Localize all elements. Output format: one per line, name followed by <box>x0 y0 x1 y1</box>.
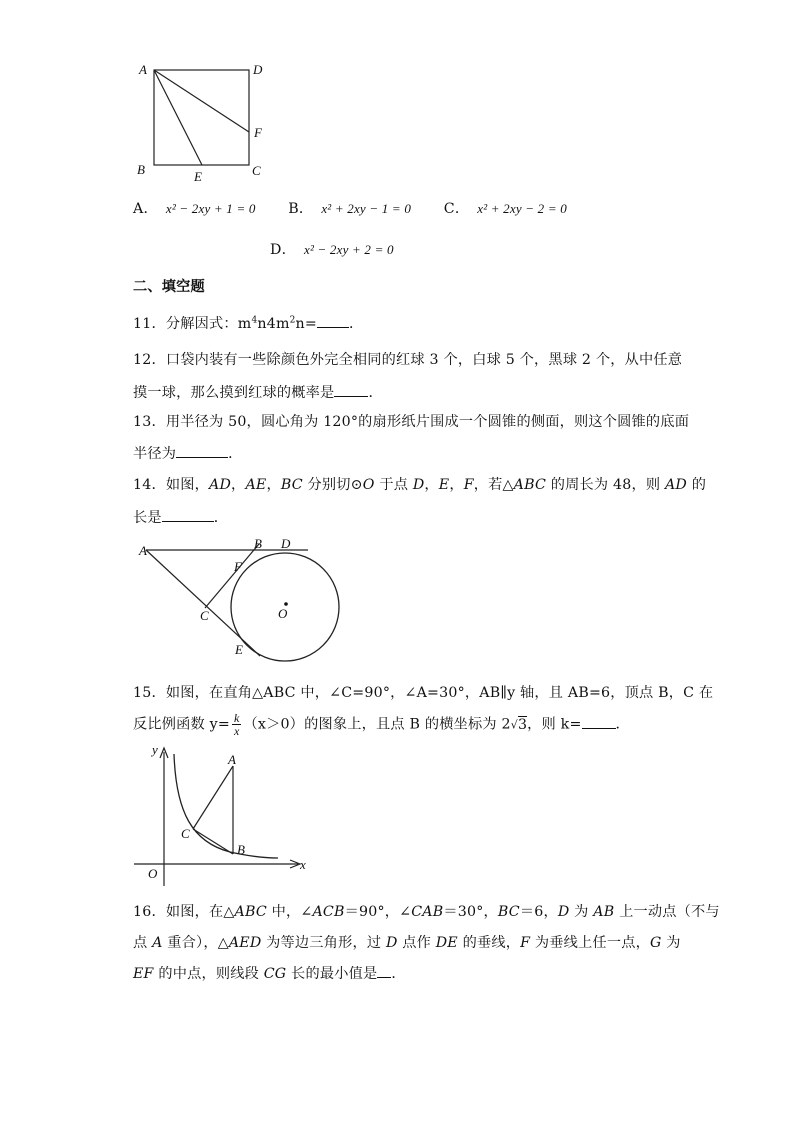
q16-l3-i2: CG <box>263 966 287 982</box>
q14-i6: E <box>438 477 450 493</box>
q12-line2-suffix: ． <box>368 385 383 401</box>
q16-l2-t5: 的垂线， <box>457 935 521 951</box>
label-e: E <box>194 169 202 184</box>
label-a: A <box>139 543 147 558</box>
option-c-expr: x² + 2xy − 2 = 0 <box>477 201 567 216</box>
q14-i5: D <box>412 477 425 493</box>
q14-t5: 于点 <box>374 477 413 493</box>
frac-denominator: x <box>233 724 240 738</box>
question-16-line3 <box>133 963 406 983</box>
q16-i1: ABC <box>234 904 267 920</box>
q11-suffix: ． <box>348 316 364 332</box>
label-o: O <box>278 606 288 621</box>
q16-l2-i3: D <box>385 935 398 951</box>
label-y: y <box>152 742 158 757</box>
question-13-line1: 13．用半径为 50，圆心角为 120°的扇形纸片围成一个圆锥的侧面，则这个圆锥的底面 <box>133 414 690 430</box>
q16-l3-t1: 的中点，则线段 <box>153 966 264 982</box>
question-13-line2 <box>133 443 243 463</box>
q14-line2-suffix: ． <box>213 510 229 526</box>
q16-l2-t2: 重合），△ <box>162 935 229 951</box>
label-b: B <box>254 536 262 551</box>
label-f: F <box>254 125 262 140</box>
label-e: E <box>235 642 243 657</box>
q16-i4: BC <box>497 904 520 920</box>
q16-l2-i5: F <box>520 935 531 951</box>
label-x: x <box>300 857 306 872</box>
q14-t7: ， <box>449 477 464 493</box>
q14-answer-blank[interactable] <box>162 508 214 522</box>
q14-t9: 的周长为 48，则 <box>546 477 665 493</box>
question-12-line2 <box>133 382 383 402</box>
q15-answer-blank[interactable] <box>582 715 616 729</box>
q11-answer-blank[interactable] <box>317 314 349 328</box>
q16-l2-t1: 点 <box>133 935 153 951</box>
q10-options-row2 <box>270 239 394 259</box>
q16-t2: 中，∠ <box>266 904 313 920</box>
q16-t6: 为 <box>569 904 594 920</box>
label-b: B <box>237 842 245 857</box>
q14-i4: O <box>362 477 375 493</box>
q14-i2: AE <box>245 477 267 493</box>
question-11 <box>133 313 363 333</box>
q14-t4: 分别切⊙ <box>302 477 363 493</box>
q14-t1: 14．如图， <box>133 477 210 493</box>
q16-t7: 上一动点（不与 <box>614 904 720 920</box>
label-c: C <box>181 826 190 841</box>
fraction-k-over-x <box>232 712 242 737</box>
q15-t1: 反比例函数 y= <box>133 716 230 733</box>
q14-i7: F <box>463 477 474 493</box>
q16-l2-i1: A <box>152 935 163 951</box>
question-16-line2 <box>133 932 681 952</box>
option-b-label: B． <box>288 201 314 217</box>
label-d: D <box>253 62 263 77</box>
label-o: O <box>148 866 158 881</box>
q14-t3: ， <box>266 477 281 493</box>
q11-sup2: 2 <box>289 315 296 326</box>
q11-prefix: 11．分解因式：m <box>133 316 252 332</box>
option-d-expr: x² − 2xy + 2 = 0 <box>303 242 394 257</box>
q16-i3: CAB <box>411 904 444 920</box>
option-b-expr: x² + 2xy − 1 = 0 <box>321 201 412 216</box>
q13-answer-blank[interactable] <box>176 444 228 458</box>
frac-numerator: k <box>233 711 240 725</box>
q16-l2-t7: 为 <box>661 935 681 951</box>
q12-line2-prefix: 摸一球，那么摸到红球的概率是 <box>133 385 335 401</box>
q11-mid1: n4m <box>257 316 290 332</box>
q14-t6: ， <box>424 477 439 493</box>
q12-answer-blank[interactable] <box>334 383 368 397</box>
q16-t5: ＝6， <box>519 904 558 920</box>
option-a-label: A． <box>133 201 158 217</box>
option-d-label: D． <box>270 242 296 258</box>
q13-line2-prefix: 半径为 <box>133 446 177 462</box>
question-15-line2 <box>133 712 630 737</box>
q16-answer-blank[interactable] <box>377 964 391 978</box>
q16-i2: ACB <box>312 904 345 920</box>
q14-i1: AD <box>209 477 232 493</box>
square-abcd <box>154 70 249 165</box>
segment-ae <box>154 70 202 165</box>
segment-ac <box>193 766 233 829</box>
q11-mid2: n= <box>295 316 317 332</box>
tangent-circle-figure <box>130 534 360 662</box>
hyperbola-figure <box>130 742 315 892</box>
q16-l2-t3: 为等边三角形，过 <box>261 935 386 951</box>
label-d: D <box>281 536 291 551</box>
q15-suffix: ． <box>615 716 630 733</box>
q13-line2-suffix: ． <box>228 446 243 462</box>
q14-i9: AD <box>664 477 688 493</box>
label-a: A <box>139 62 147 77</box>
option-a-expr: x² − 2xy + 1 = 0 <box>165 201 256 216</box>
q14-t8: ，若△ <box>473 477 514 493</box>
section-title: 二、填空题 <box>133 279 205 295</box>
q16-l3-suffix: ． <box>391 966 406 982</box>
q16-l2-t6: 为垂线上任一点， <box>530 935 650 951</box>
label-b: B <box>137 162 145 177</box>
q16-i6: AB <box>593 904 615 920</box>
q14-i3: BC <box>280 477 303 493</box>
sqrt-argument: 3 <box>517 716 528 733</box>
segment-af <box>154 70 249 132</box>
q16-l2-i2: AED <box>228 935 262 951</box>
q14-i8: ABC <box>513 477 547 493</box>
q14-t10: 的 <box>687 477 707 493</box>
q11-sup1: 4 <box>251 315 258 326</box>
q16-l2-i6: G <box>650 935 662 951</box>
question-12-line1: 12．口袋内装有一些除颜色外完全相同的红球 3 个，白球 5 个，黑球 2 个，从中任意 <box>133 352 683 368</box>
label-f: F <box>234 559 242 574</box>
q16-l2-t4: 点作 <box>397 935 436 951</box>
sqrt-sign: √ <box>510 718 518 732</box>
option-c-label: C． <box>443 201 470 217</box>
q16-t3: ＝90°，∠ <box>344 904 412 920</box>
square-figure <box>130 58 280 186</box>
label-c: C <box>252 163 261 178</box>
label-a: A <box>228 752 236 767</box>
q14-line2-prefix: 长是 <box>133 510 162 526</box>
question-15-line1: 15．如图，在直角△ABC 中，∠C=90°，∠A=30°，AB∥y 轴，且 AB=6，顶点 B，C 在 <box>133 685 714 701</box>
q16-l3-t2: 长的最小值是 <box>286 966 378 982</box>
q16-l3-i1: EF <box>133 966 154 982</box>
question-16-line1 <box>133 901 720 921</box>
q16-t1: 16．如图，在△ <box>133 904 235 920</box>
question-14-line1 <box>133 474 706 494</box>
hyperbola-curve <box>174 754 278 858</box>
q16-l2-i4: DE <box>435 935 458 951</box>
q10-options-row1 <box>133 198 567 218</box>
q16-i5: D <box>557 904 570 920</box>
q15-t3: ，则 k= <box>527 716 582 733</box>
segment-cb <box>193 829 233 854</box>
q14-t2: ， <box>231 477 246 493</box>
question-14-line2 <box>133 507 228 527</box>
label-c: C <box>200 608 209 623</box>
q16-t4: ＝30°， <box>443 904 498 920</box>
q15-t2: （x＞0）的图象上，且点 B 的横坐标为 2 <box>243 716 511 733</box>
